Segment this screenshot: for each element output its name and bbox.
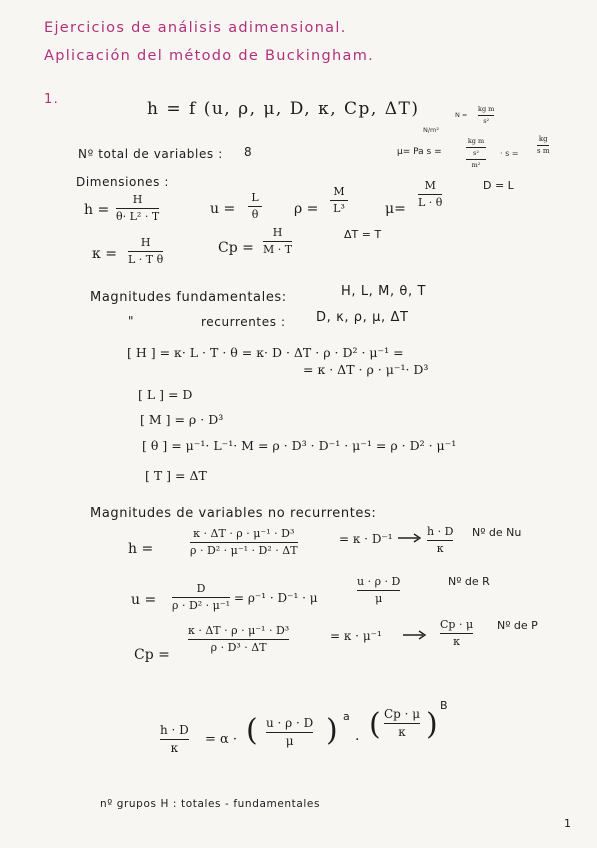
unit-note-kg-frac: kg m s² m² — [467, 137, 485, 169]
left-paren-2: ( — [369, 707, 381, 742]
title-line-1: Ejercicios de análisis adimensional. — [44, 20, 347, 36]
magnitudes-label: Magnitudes fundamentales: — [90, 290, 287, 305]
nusselt-label: Nº de Nu — [472, 526, 522, 539]
final-dot: · — [355, 732, 360, 748]
unit-note-nm2: N/m² — [423, 126, 439, 134]
bracket-theta: [ θ ] = μ⁻¹· L⁻¹· M = ρ · D³ · D⁻¹ · μ⁻¹ = ρ · D² · μ⁻¹ — [142, 438, 457, 453]
nr-h-lhs: h = — [128, 541, 154, 557]
recurrentes-label: recurrentes : — [201, 315, 286, 329]
dim-h-frac: H θ· L² · T — [116, 193, 160, 223]
exponent-a: a — [343, 710, 350, 723]
problem-number: 1. — [44, 92, 60, 107]
recurrentes-list: D, κ, ρ, μ, ΔT — [316, 310, 409, 325]
final-re-frac: u · ρ · D μ — [266, 716, 314, 748]
unit-note-kgsm-frac: kg s m — [537, 135, 550, 156]
reynolds-label: Nº de R — [448, 575, 490, 588]
bracket-M: [ M ] = ρ · D³ — [140, 412, 224, 427]
dim-k-frac: H L · T θ — [128, 236, 164, 266]
prandtl-label: Nº de P — [497, 619, 538, 632]
total-variables-label: Nº total de variables : — [78, 147, 223, 161]
dim-rho-lhs: ρ = — [294, 201, 319, 217]
magnitudes-list: H, L, M, θ, T — [341, 284, 426, 299]
bracket-T: [ T ] = ΔT — [145, 468, 207, 483]
nr-cp-mid: = κ · μ⁻¹ — [330, 629, 382, 643]
right-paren-1: ) — [326, 713, 338, 748]
final-alpha: = α · — [205, 732, 238, 747]
nr-u-lhs: u = — [131, 592, 157, 608]
dim-cp-frac: H M · T — [263, 226, 293, 256]
nr-h-group: h · D κ — [427, 525, 454, 555]
bracket-L: [ L ] = D — [138, 387, 193, 402]
unit-note-n-frac: kg m s² — [478, 105, 495, 125]
dim-mu-frac: M L · θ — [418, 179, 443, 209]
unit-note-n: N = — [455, 111, 468, 119]
nr-h-frac: κ · ΔT · ρ · μ⁻¹ · D³ ρ · D² · μ⁻¹ · D² · ΔT — [190, 527, 298, 557]
footer-groups: nº grupos H : totales - fundamentales — [100, 798, 321, 810]
dim-u-frac: L θ — [248, 192, 262, 220]
nr-cp-lhs: Cp = — [134, 647, 170, 663]
dim-k-lhs: κ = — [92, 246, 117, 262]
no-recurrentes-label: Magnitudes de variables no recurrentes: — [90, 506, 377, 521]
dim-rho-frac: M L³ — [330, 186, 348, 214]
unit-note-mu: μ= Pa s = — [397, 147, 442, 157]
right-paren-2: ) — [426, 707, 438, 742]
final-lhs-frac: h · D κ — [160, 723, 189, 755]
dimensiones-label: Dimensiones : — [76, 175, 170, 189]
magnitudes-ditto: " — [128, 314, 135, 328]
bracket-H-line1: [ H ] = κ· L · T · θ = κ· D · ΔT · ρ · D² · μ⁻¹ = — [127, 345, 404, 360]
left-paren-1: ( — [246, 713, 258, 748]
dim-cp-lhs: Cp = — [218, 240, 254, 256]
dim-d: D = L — [483, 179, 514, 192]
functional-relation: h = f (u, ρ, μ, D, κ, Cp, ΔT) — [147, 99, 420, 119]
dim-mu-lhs: μ= — [385, 201, 406, 217]
nr-u-group: u · ρ · D μ — [357, 575, 401, 605]
nr-u-frac: D ρ · D² · μ⁻¹ — [172, 582, 231, 612]
nr-h-mid: = κ · D⁻¹ — [339, 532, 393, 546]
final-pr-frac: Cp · μ κ — [384, 707, 421, 739]
dim-u-lhs: u = — [210, 201, 236, 217]
nr-cp-frac: κ · ΔT · ρ · μ⁻¹ · D³ ρ · D³ · ΔT — [188, 624, 290, 654]
dim-dt: ΔT = T — [344, 228, 382, 241]
nr-cp-group: Cp · μ κ — [440, 618, 474, 648]
bracket-H-line2: = κ · ΔT · ρ · μ⁻¹· D³ — [303, 362, 429, 377]
arrow-icon — [403, 630, 427, 640]
nr-u-mid: = ρ⁻¹ · D⁻¹ · μ — [234, 591, 318, 605]
total-variables-value: 8 — [244, 145, 253, 159]
unit-note-times-s: · s = — [500, 149, 519, 158]
dim-h-lhs: h = — [84, 202, 110, 218]
arrow-icon — [398, 533, 422, 543]
page-number: 1 — [564, 817, 571, 830]
exponent-b: B — [440, 699, 448, 712]
title-line-2: Aplicación del método de Buckingham. — [44, 48, 375, 64]
